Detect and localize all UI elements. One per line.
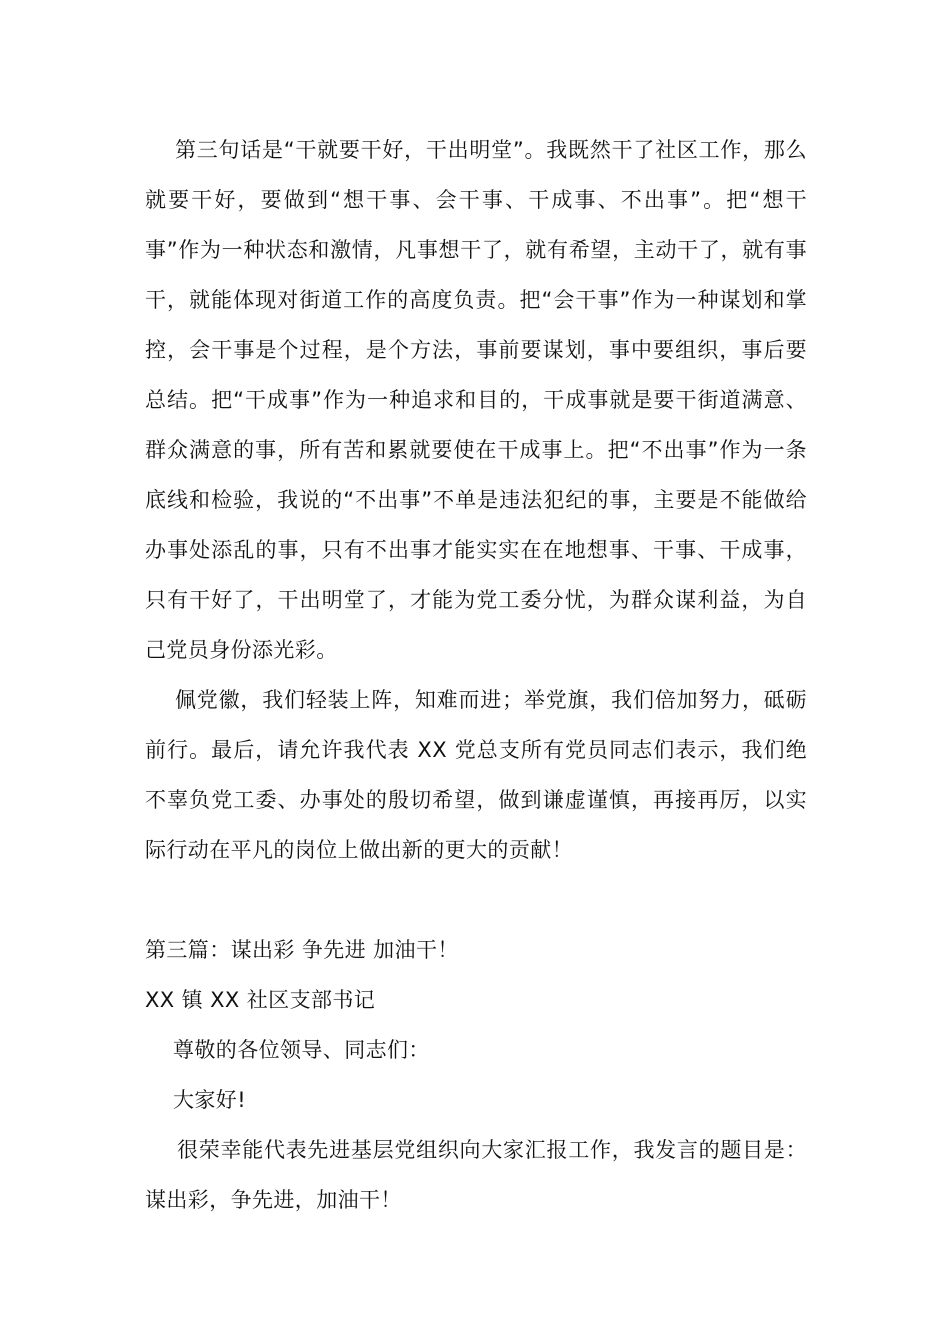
blank-line [145, 875, 807, 925]
salutation: 尊敬的各位领导、同志们： [173, 1038, 430, 1062]
body-paragraph: 第三句话是“干就要干好，干出明堂”。我既然干了社区工作，那么就要干好，要做到“想干事、会干事、干成事、不出事”。把“想干事”作为一种状态和激情，凡事想干了，就有希望，主动干了，就有事干，就能体现对街道工作的高度负责。把“会干事”作为一种谋划和掌控，会干事是个过程，是个方法，事前要谋划，事中要组织，事后要总结。把“干成事”作为一种追求和目的，干成事就是要干街道满意、群众满意的事，所有苦和累就要使在干成事上。把“不出事”作为一条底线和检验，我说的“不出事”不单是违法犯纪的事，主要是不能做给办事处添乱的事，只有不出事才能实实在在地想事、干事、干成事，只有干好了，干出明堂了，才能为党工委分忧，为群众谋利益，为自己党员身份添光彩。 [145, 138, 807, 662]
author-line: XX 镇 XX 社区支部书记 [145, 988, 376, 1012]
greeting: 大家好! [173, 1088, 247, 1112]
document-body [145, 125, 807, 1225]
body-paragraph: 很荣幸能代表先进基层党组织向大家汇报工作，我发言的题目是：谋出彩，争先进，加油干！ [145, 1138, 807, 1212]
section-title: 第三篇：谋出彩 争先进 加油干！ [145, 938, 459, 962]
body-paragraph: 佩党徽，我们轻装上阵，知难而进；举党旗，我们倍加努力，砥砺前行。最后，请允许我代表 XX 党总支所有党员同志们表示，我们绝不辜负党工委、办事处的殷切希望，做到谦虚谨慎，再接再厉，以实际行动在平凡的岗位上做出新的更大的贡献！ [145, 688, 807, 862]
